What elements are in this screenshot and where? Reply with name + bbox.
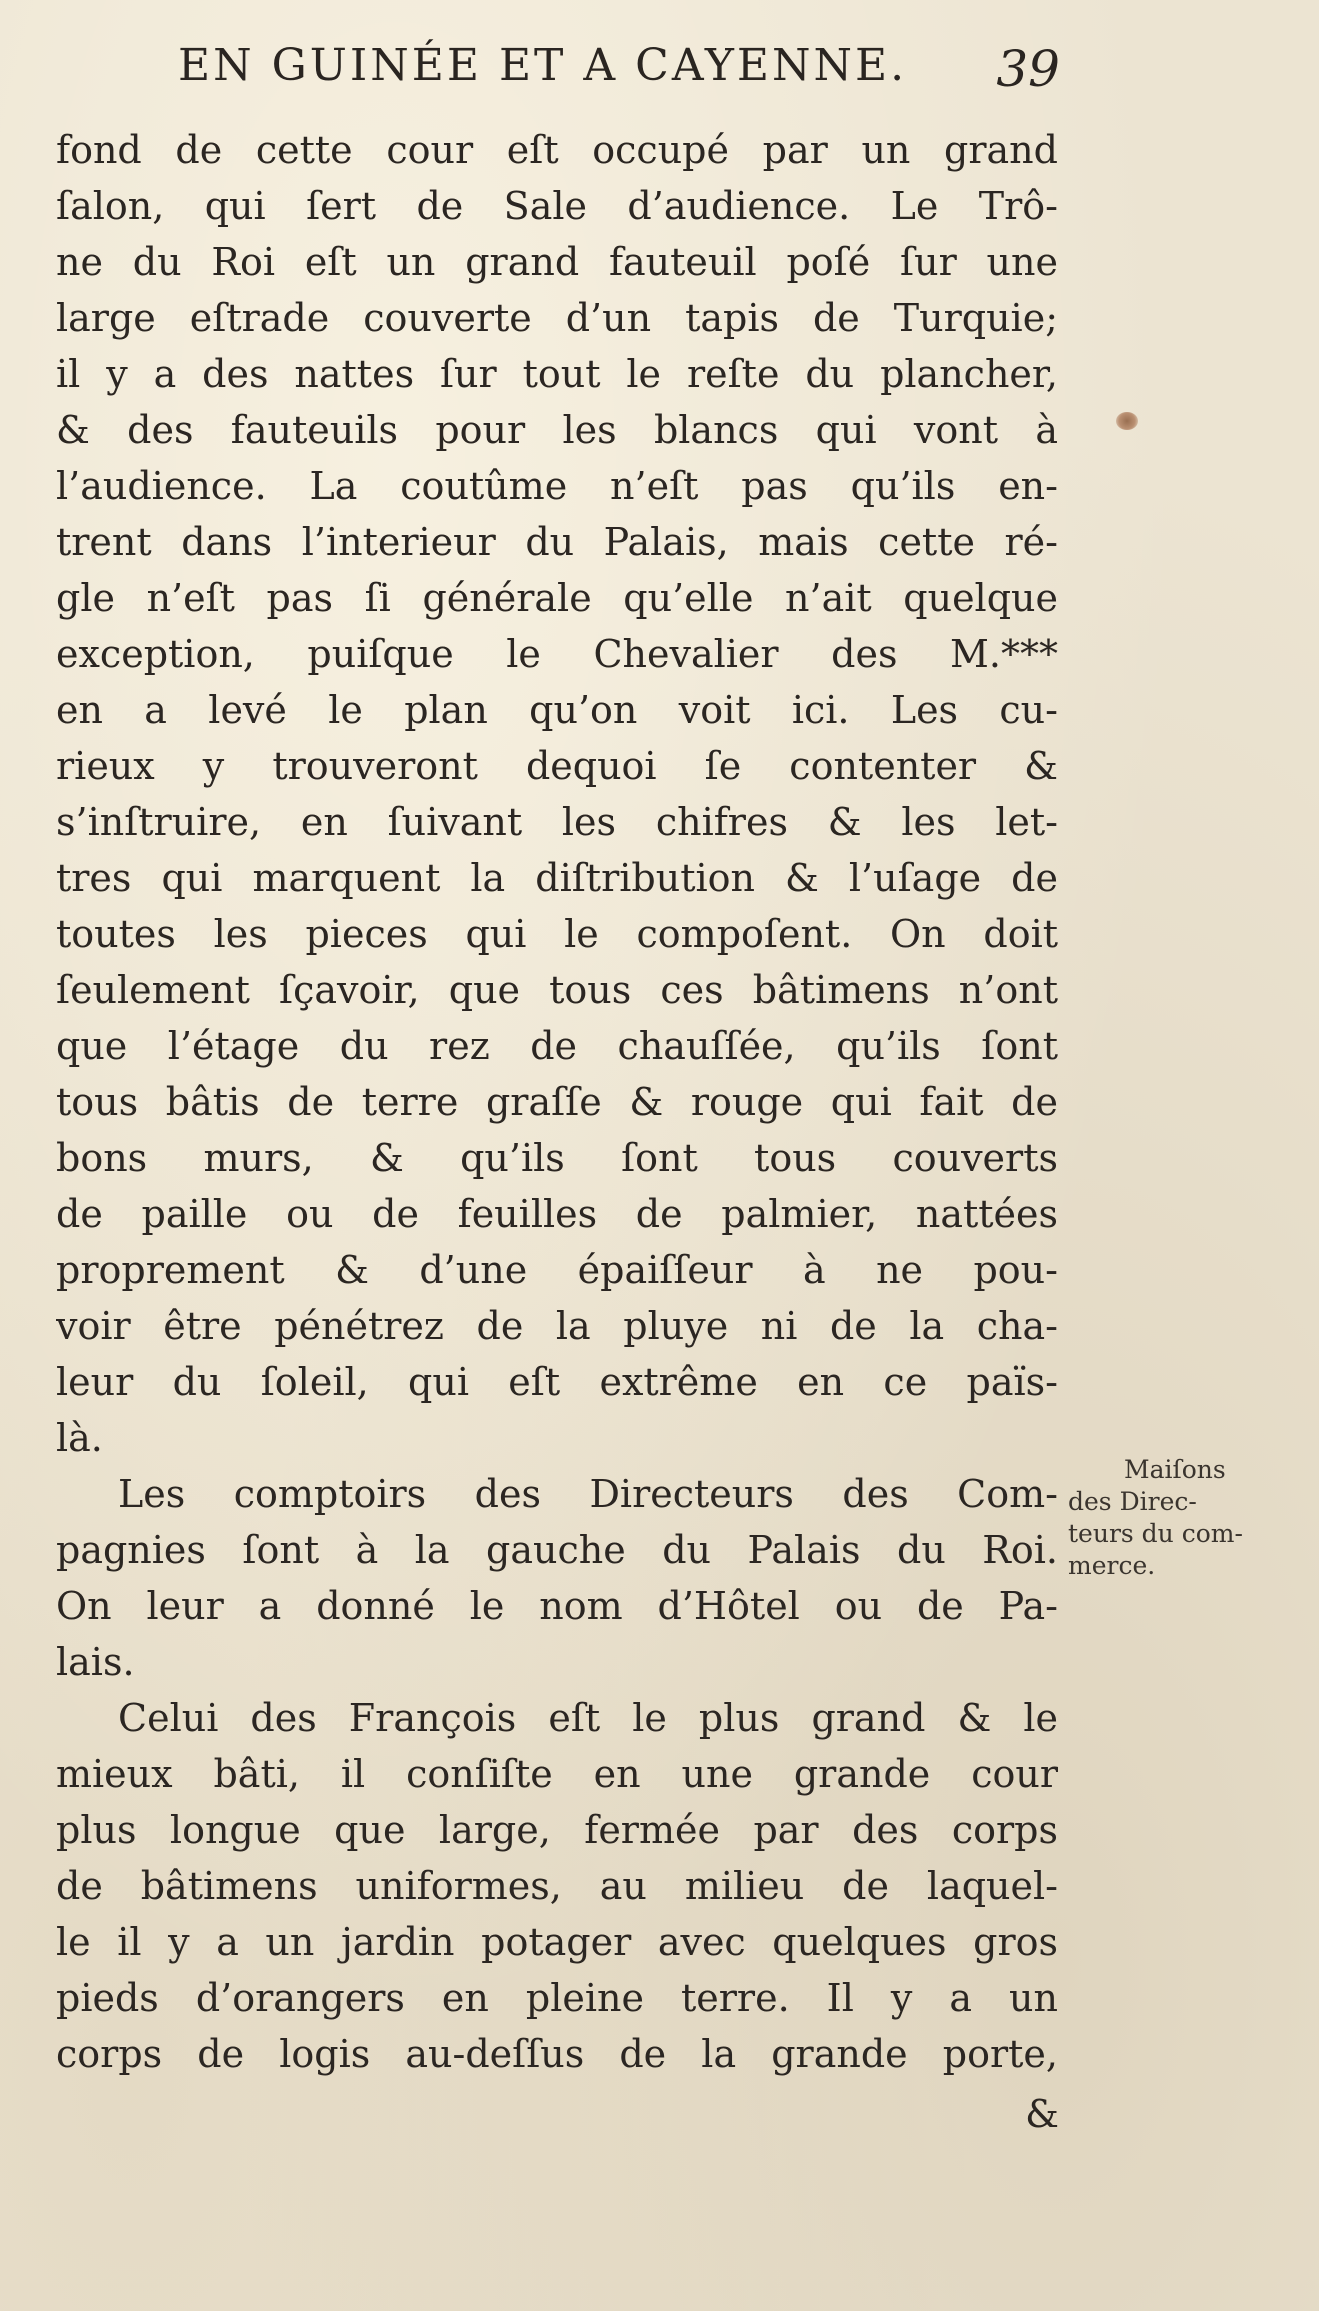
page-number: 39 (996, 40, 1060, 98)
text-line: trent dans l’interieur du Palais, mais cette ré- (56, 520, 1058, 564)
text-line: fond de cette cour eſt occupé par un grand (56, 128, 1058, 172)
text-line: Les comptoirs des Directeurs des Com- (118, 1472, 1058, 1516)
text-line: ne du Roi eſt un grand fauteuil poſé ſur une (56, 240, 1058, 284)
text-line: s’inſtruire, en ſuivant les chifres & les let- (56, 800, 1058, 844)
text-line: ſalon, qui ſert de Sale d’audience. Le Trô- (56, 184, 1058, 228)
text-line: que l’étage du rez de chauſſée, qu’ils ſont (56, 1024, 1058, 1068)
text-line: de bâtimens uniformes, au milieu de laquel- (56, 1864, 1058, 1908)
text-line: de paille ou de feuilles de palmier, nattées (56, 1192, 1058, 1236)
text-line: plus longue que large, fermée par des corps (56, 1808, 1058, 1852)
text-line: il y a des nattes ſur tout le reſte du plancher, (56, 352, 1058, 396)
marginal-note-line: Maiſons (1124, 1455, 1226, 1484)
text-line: voir être pénétrez de la pluye ni de la cha- (56, 1304, 1058, 1348)
text-line: gle n’eſt pas ſi générale qu’elle n’ait quelque (56, 576, 1058, 620)
text-line: proprement & d’une épaiſſeur à ne pou- (56, 1248, 1058, 1292)
paper-stain (1116, 412, 1138, 430)
text-line: pieds d’orangers en pleine terre. Il y a un (56, 1976, 1058, 2020)
running-title: EN GUINÉE ET A CAYENNE. (178, 40, 908, 91)
text-line: large eſtrade couverte d’un tapis de Turquie; (56, 296, 1058, 340)
text-line: Celui des François eſt le plus grand & le (118, 1696, 1058, 1740)
text-line: tous bâtis de terre graſſe & rouge qui fait de (56, 1080, 1058, 1124)
text-line: rieux y trouveront dequoi ſe contenter & (56, 744, 1058, 788)
marginal-note (1068, 1454, 1298, 1582)
text-line: là. (56, 1416, 103, 1460)
text-line: ſeulement ſçavoir, que tous ces bâtimens n’ont (56, 968, 1058, 1012)
marginal-note-line: teurs du com- (1068, 1519, 1243, 1548)
catchword: & (1025, 2092, 1059, 2136)
text-line: toutes les pieces qui le compoſent. On doit (56, 912, 1058, 956)
body-text (56, 122, 1058, 2082)
text-line: en a levé le plan qu’on voit ici. Les cu- (56, 688, 1058, 732)
text-line: & des fauteuils pour les blancs qui vont à (56, 408, 1058, 452)
text-line: tres qui marquent la diſtribution & l’uſage de (56, 856, 1058, 900)
text-line: bons murs, & qu’ils ſont tous couverts (56, 1136, 1058, 1180)
text-line: corps de logis au-deſſus de la grande porte, (56, 2032, 1058, 2076)
text-line: exception, puiſque le Chevalier des M.*** (56, 632, 1058, 676)
text-line: leur du ſoleil, qui eſt extrême en ce païs- (56, 1360, 1058, 1404)
text-line: pagnies ſont à la gauche du Palais du Roi. (56, 1528, 1058, 1572)
marginal-note-line: merce. (1068, 1551, 1156, 1580)
text-line: lais. (56, 1640, 135, 1684)
text-line: le il y a un jardin potager avec quelques gros (56, 1920, 1058, 1964)
text-line: mieux bâti, il conſiſte en une grande cour (56, 1752, 1058, 1796)
text-line: l’audience. La coutûme n’eſt pas qu’ils en- (56, 464, 1058, 508)
page-header (178, 40, 1060, 110)
text-line: On leur a donné le nom d’Hôtel ou de Pa- (56, 1584, 1058, 1628)
marginal-note-line: des Direc- (1068, 1487, 1197, 1516)
